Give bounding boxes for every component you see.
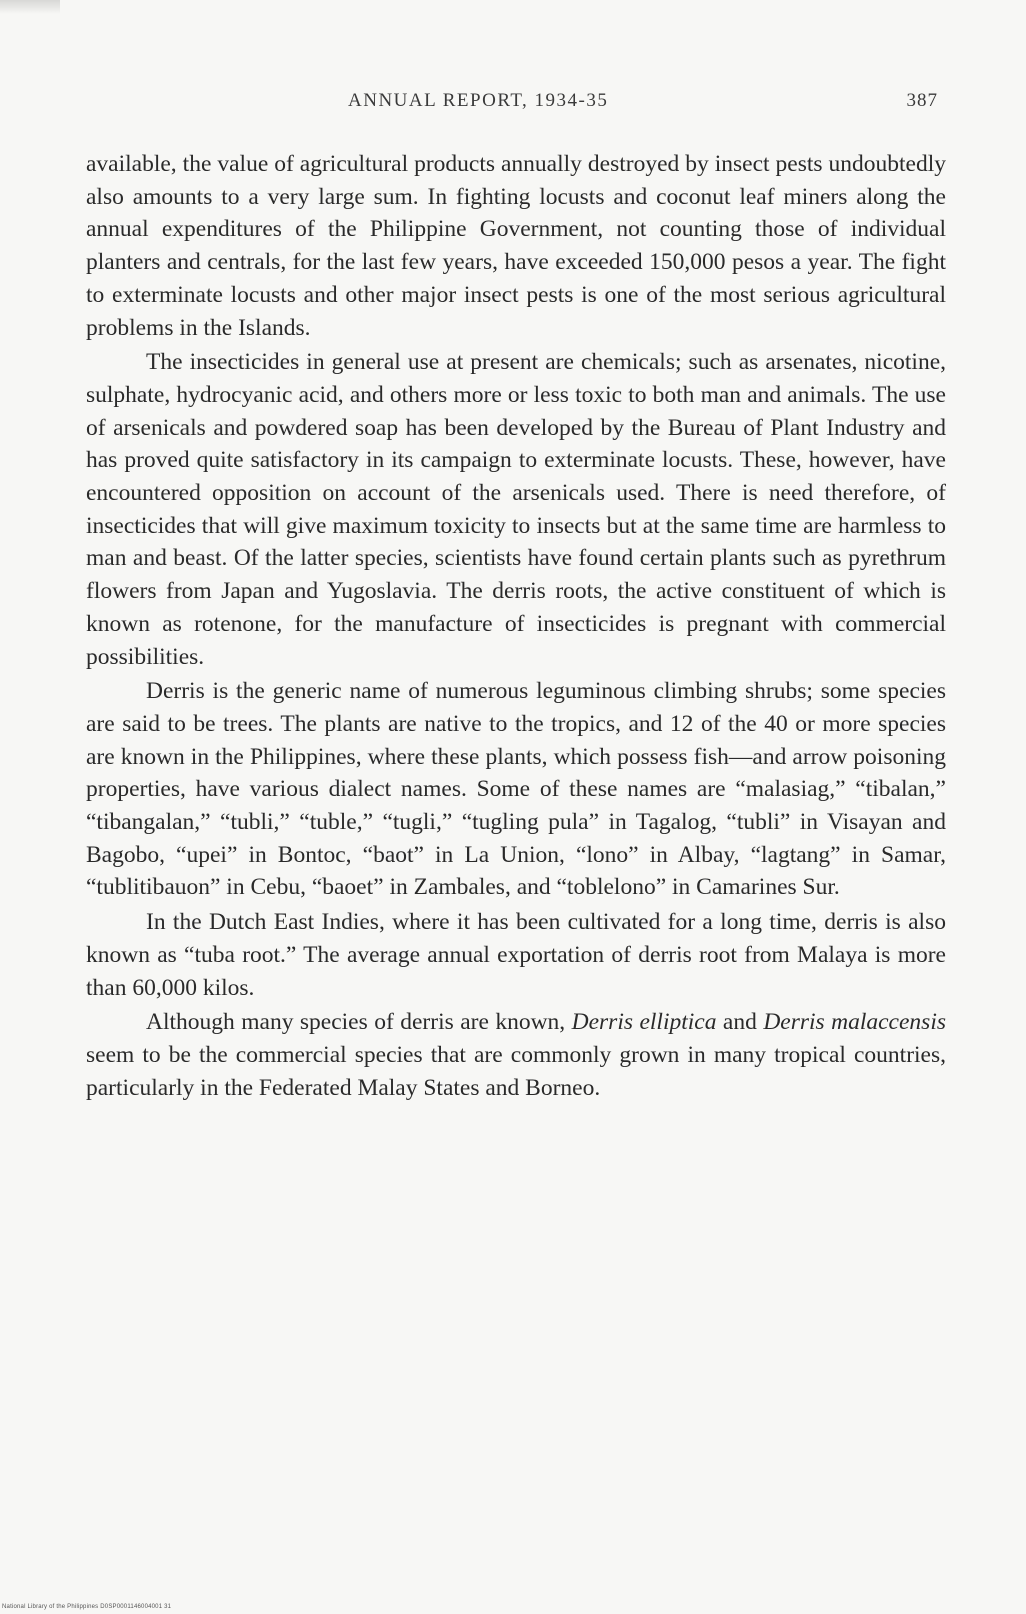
page-number: 387 [906,90,938,111]
body-text [86,148,946,1104]
paragraph-4: In the Dutch East Indies, where it has been cultivated for a long time, derris is also known as “tuba root.” The average annual exportation of derris root from Malaya is more than 60,000 kilos. [86,909,946,1001]
paragraph-5-lead: Although many species of derris are known, [146,1009,572,1036]
paragraph-5-tail: seem to be the commercial species that are commonly grown in many tropical countries, particularly in the Federated Malay States and Borneo. [86,1041,946,1101]
paragraph-5 [86,1006,946,1104]
running-title: ANNUAL REPORT, 1934-35 [348,90,609,111]
paragraph-3: Derris is the generic name of numerous leguminous climbing shrubs; some species are said to be trees. The plants are native to the tropics, and 12 of the 40 or more species are known in the Philippines, where these plants, which possess fish—and arrow poisoning properties, have various dialect names. Some of these names are “malasiag,” “tibalan,” “tibangalan,” “tubli,” “tuble,” “tugli,” “tugling pula” in Tagalog, “tubli” in Visayan and Bagobo, “upei” in Bontoc, “baot” in La Union, “lono” in Albay, “lagtang” in Samar, “tublitibauon” in Cebu, “baoet” in Zambales, and “toblelono” in Camarines Sur. [86,678,946,901]
scan-edge-shadow [0,0,60,14]
page-header [86,90,946,120]
species-name-malaccensis: Derris malaccensis [763,1009,946,1036]
paragraph-1: available, the value of agricultural products annually destroyed by insect pests undoubtedly also amounts to a very large sum. In fighting locusts and coconut leaf miners along the annual expenditures of the Philippine Government, not counting those of individual planters and centrals, for the last few years, have exceeded 150,000 pesos a year. The fight to exterminate locusts and other major insect pests is one of the most serious agricultural problems in the Islands. [86,151,946,341]
species-name-elliptica: Derris elliptica [571,1009,717,1036]
paragraph-2: The insecticides in general use at present are chemicals; such as arsenates, nicotine, sulphate, hydrocyanic acid, and others more or less toxic to both man and animals. The use of arsenicals and powdered soap has been developed by the Bureau of Plant Industry and has proved quite satisfactory in its campaign to exterminate locusts. These, however, have encountered opposition on account of the arsenicals used. There is need therefore, of insecticides that will give maximum toxicity to insects but at the same time are harmless to man and beast. Of the latter species, scientists have found certain plants such as pyrethrum flowers from Japan and Yugoslavia. The derris roots, the active constituent of which is known as rotenone, for the manufacture of insecticides is pregnant with commercial possibilities. [86,349,946,670]
paragraph-5-join: and [716,1009,764,1036]
archive-credit: National Library of the Philippines D0SP0001146004001 31 [2,1604,172,1610]
